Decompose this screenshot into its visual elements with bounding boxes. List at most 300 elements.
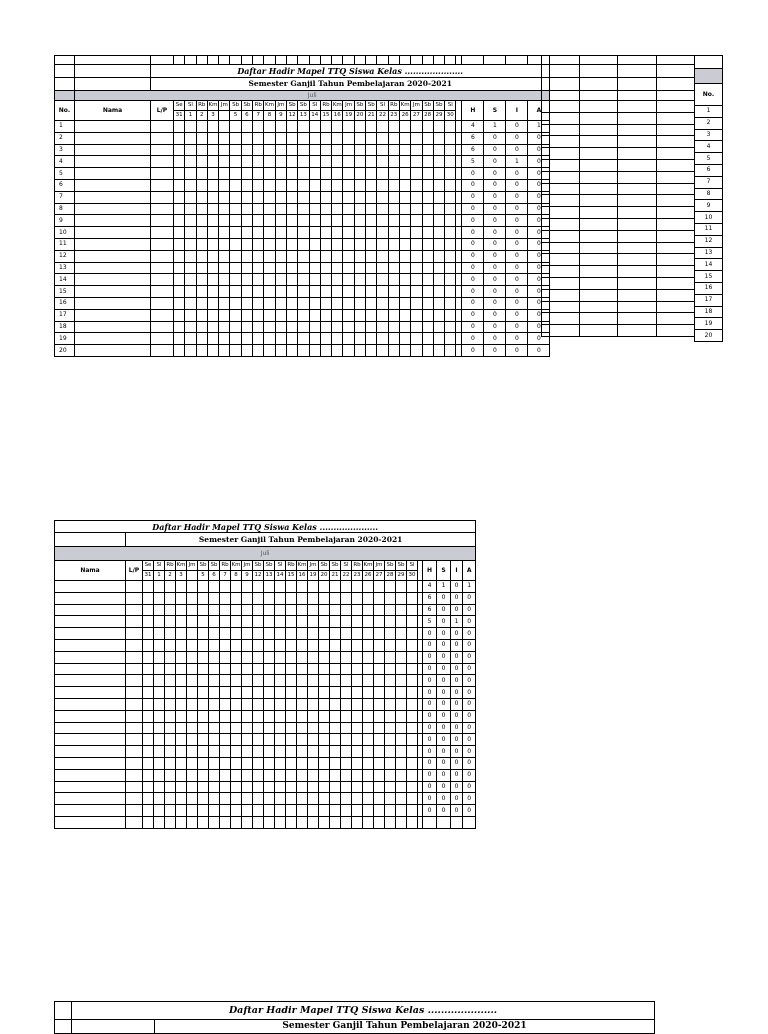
attendance-cell[interactable] bbox=[253, 238, 264, 250]
attendance-cell[interactable] bbox=[385, 805, 396, 817]
attendance-cell[interactable] bbox=[330, 651, 341, 663]
attendance-cell[interactable] bbox=[264, 581, 275, 593]
attendance-cell[interactable] bbox=[343, 274, 354, 286]
student-name-cell[interactable] bbox=[75, 132, 151, 144]
attendance-cell[interactable] bbox=[385, 734, 396, 746]
attendance-cell[interactable] bbox=[396, 722, 407, 734]
attendance-cell[interactable] bbox=[286, 581, 297, 593]
attendance-cell[interactable] bbox=[363, 592, 374, 604]
attendance-cell[interactable] bbox=[207, 238, 218, 250]
attendance-cell[interactable] bbox=[220, 687, 231, 699]
attendance-cell[interactable] bbox=[264, 262, 275, 274]
attendance-cell[interactable] bbox=[422, 333, 433, 345]
attendance-cell[interactable] bbox=[411, 262, 422, 274]
lp-cell[interactable] bbox=[151, 274, 174, 286]
attendance-cell[interactable] bbox=[396, 687, 407, 699]
attendance-cell[interactable] bbox=[275, 769, 286, 781]
attendance-cell[interactable] bbox=[242, 816, 253, 828]
attendance-cell[interactable] bbox=[341, 651, 352, 663]
attendance-cell[interactable] bbox=[174, 274, 185, 286]
attendance-cell[interactable] bbox=[407, 698, 418, 710]
student-name-cell[interactable] bbox=[55, 816, 126, 828]
attendance-cell[interactable] bbox=[286, 793, 297, 805]
attendance-cell[interactable] bbox=[388, 297, 399, 309]
attendance-cell[interactable] bbox=[154, 793, 165, 805]
attendance-cell[interactable] bbox=[220, 628, 231, 640]
attendance-cell[interactable] bbox=[422, 215, 433, 227]
attendance-cell[interactable] bbox=[154, 687, 165, 699]
attendance-cell[interactable] bbox=[165, 581, 176, 593]
attendance-cell[interactable] bbox=[343, 345, 354, 357]
attendance-cell[interactable] bbox=[143, 616, 154, 628]
attendance-cell[interactable] bbox=[275, 168, 286, 180]
attendance-cell[interactable] bbox=[253, 746, 264, 758]
attendance-cell[interactable] bbox=[242, 805, 253, 817]
attendance-cell[interactable] bbox=[352, 769, 363, 781]
attendance-cell[interactable] bbox=[309, 309, 320, 321]
attendance-cell[interactable] bbox=[253, 675, 264, 687]
attendance-cell[interactable] bbox=[308, 793, 319, 805]
attendance-cell[interactable] bbox=[396, 663, 407, 675]
attendance-cell[interactable] bbox=[264, 651, 275, 663]
attendance-cell[interactable] bbox=[308, 581, 319, 593]
attendance-cell[interactable] bbox=[309, 168, 320, 180]
attendance-cell[interactable] bbox=[275, 722, 286, 734]
attendance-cell[interactable] bbox=[253, 639, 264, 651]
attendance-cell[interactable] bbox=[165, 757, 176, 769]
attendance-cell[interactable] bbox=[343, 203, 354, 215]
attendance-cell[interactable] bbox=[176, 639, 187, 651]
attendance-cell[interactable] bbox=[143, 722, 154, 734]
attendance-cell[interactable] bbox=[422, 309, 433, 321]
lp-cell[interactable] bbox=[151, 215, 174, 227]
attendance-cell[interactable] bbox=[433, 121, 444, 133]
attendance-cell[interactable] bbox=[396, 710, 407, 722]
attendance-cell[interactable] bbox=[185, 121, 196, 133]
attendance-cell[interactable] bbox=[154, 581, 165, 593]
student-name-cell[interactable] bbox=[55, 687, 126, 699]
attendance-cell[interactable] bbox=[332, 321, 343, 333]
attendance-cell[interactable] bbox=[253, 250, 264, 262]
attendance-cell[interactable] bbox=[143, 628, 154, 640]
attendance-cell[interactable] bbox=[399, 238, 410, 250]
student-name-cell[interactable] bbox=[75, 144, 151, 156]
lp-cell[interactable] bbox=[151, 250, 174, 262]
attendance-cell[interactable] bbox=[207, 168, 218, 180]
attendance-cell[interactable] bbox=[411, 345, 422, 357]
attendance-cell[interactable] bbox=[230, 238, 241, 250]
attendance-cell[interactable] bbox=[185, 179, 196, 191]
attendance-cell[interactable] bbox=[209, 769, 220, 781]
attendance-cell[interactable] bbox=[230, 144, 241, 156]
attendance-cell[interactable] bbox=[352, 710, 363, 722]
attendance-cell[interactable] bbox=[399, 286, 410, 298]
attendance-cell[interactable] bbox=[399, 227, 410, 239]
attendance-cell[interactable] bbox=[174, 203, 185, 215]
attendance-cell[interactable] bbox=[374, 698, 385, 710]
attendance-cell[interactable] bbox=[154, 769, 165, 781]
student-name-cell[interactable] bbox=[55, 698, 126, 710]
attendance-cell[interactable] bbox=[253, 144, 264, 156]
attendance-cell[interactable] bbox=[411, 297, 422, 309]
attendance-cell[interactable] bbox=[377, 132, 388, 144]
attendance-cell[interactable] bbox=[207, 286, 218, 298]
attendance-cell[interactable] bbox=[298, 203, 309, 215]
attendance-cell[interactable] bbox=[242, 722, 253, 734]
attendance-cell[interactable] bbox=[219, 321, 230, 333]
attendance-cell[interactable] bbox=[385, 687, 396, 699]
attendance-cell[interactable] bbox=[187, 769, 198, 781]
attendance-cell[interactable] bbox=[363, 793, 374, 805]
attendance-cell[interactable] bbox=[433, 227, 444, 239]
attendance-cell[interactable] bbox=[354, 250, 365, 262]
attendance-cell[interactable] bbox=[377, 191, 388, 203]
attendance-cell[interactable] bbox=[330, 616, 341, 628]
attendance-cell[interactable] bbox=[377, 274, 388, 286]
attendance-cell[interactable] bbox=[332, 121, 343, 133]
attendance-cell[interactable] bbox=[352, 781, 363, 793]
attendance-cell[interactable] bbox=[275, 321, 286, 333]
attendance-cell[interactable] bbox=[209, 663, 220, 675]
attendance-cell[interactable] bbox=[264, 710, 275, 722]
attendance-cell[interactable] bbox=[411, 238, 422, 250]
attendance-cell[interactable] bbox=[377, 345, 388, 357]
attendance-cell[interactable] bbox=[352, 687, 363, 699]
attendance-cell[interactable] bbox=[207, 215, 218, 227]
attendance-cell[interactable] bbox=[422, 144, 433, 156]
attendance-cell[interactable] bbox=[220, 639, 231, 651]
attendance-cell[interactable] bbox=[298, 132, 309, 144]
attendance-cell[interactable] bbox=[165, 746, 176, 758]
attendance-cell[interactable] bbox=[143, 805, 154, 817]
attendance-cell[interactable] bbox=[374, 581, 385, 593]
attendance-cell[interactable] bbox=[220, 604, 231, 616]
attendance-cell[interactable] bbox=[388, 203, 399, 215]
attendance-cell[interactable] bbox=[352, 698, 363, 710]
lp-cell[interactable] bbox=[151, 227, 174, 239]
attendance-cell[interactable] bbox=[385, 592, 396, 604]
attendance-cell[interactable] bbox=[366, 191, 377, 203]
attendance-cell[interactable] bbox=[332, 274, 343, 286]
lp-cell[interactable] bbox=[151, 179, 174, 191]
attendance-cell[interactable] bbox=[366, 168, 377, 180]
attendance-cell[interactable] bbox=[196, 238, 207, 250]
attendance-cell[interactable] bbox=[319, 710, 330, 722]
attendance-cell[interactable] bbox=[143, 604, 154, 616]
attendance-cell[interactable] bbox=[275, 628, 286, 640]
attendance-cell[interactable] bbox=[176, 604, 187, 616]
attendance-cell[interactable] bbox=[230, 309, 241, 321]
attendance-cell[interactable] bbox=[374, 781, 385, 793]
attendance-cell[interactable] bbox=[275, 179, 286, 191]
student-name-cell[interactable] bbox=[55, 675, 126, 687]
attendance-cell[interactable] bbox=[220, 816, 231, 828]
attendance-cell[interactable] bbox=[319, 769, 330, 781]
student-name-cell[interactable] bbox=[75, 321, 151, 333]
attendance-cell[interactable] bbox=[396, 604, 407, 616]
attendance-cell[interactable] bbox=[399, 144, 410, 156]
attendance-cell[interactable] bbox=[374, 722, 385, 734]
attendance-cell[interactable] bbox=[242, 769, 253, 781]
lp-cell[interactable] bbox=[126, 698, 143, 710]
attendance-cell[interactable] bbox=[198, 581, 209, 593]
attendance-cell[interactable] bbox=[363, 581, 374, 593]
attendance-cell[interactable] bbox=[219, 215, 230, 227]
attendance-cell[interactable] bbox=[354, 203, 365, 215]
attendance-cell[interactable] bbox=[343, 156, 354, 168]
attendance-cell[interactable] bbox=[242, 592, 253, 604]
attendance-cell[interactable] bbox=[154, 816, 165, 828]
attendance-cell[interactable] bbox=[187, 781, 198, 793]
attendance-cell[interactable] bbox=[187, 746, 198, 758]
attendance-cell[interactable] bbox=[298, 333, 309, 345]
attendance-cell[interactable] bbox=[377, 156, 388, 168]
attendance-cell[interactable] bbox=[176, 757, 187, 769]
attendance-cell[interactable] bbox=[330, 675, 341, 687]
attendance-cell[interactable] bbox=[385, 604, 396, 616]
attendance-cell[interactable] bbox=[198, 793, 209, 805]
attendance-cell[interactable] bbox=[275, 144, 286, 156]
attendance-cell[interactable] bbox=[341, 805, 352, 817]
attendance-cell[interactable] bbox=[207, 262, 218, 274]
attendance-cell[interactable] bbox=[187, 604, 198, 616]
attendance-cell[interactable] bbox=[286, 651, 297, 663]
attendance-cell[interactable] bbox=[396, 698, 407, 710]
attendance-cell[interactable] bbox=[308, 710, 319, 722]
attendance-cell[interactable] bbox=[253, 592, 264, 604]
attendance-cell[interactable] bbox=[231, 663, 242, 675]
attendance-cell[interactable] bbox=[341, 604, 352, 616]
attendance-cell[interactable] bbox=[207, 309, 218, 321]
attendance-cell[interactable] bbox=[286, 816, 297, 828]
attendance-cell[interactable] bbox=[366, 227, 377, 239]
attendance-cell[interactable] bbox=[165, 651, 176, 663]
attendance-cell[interactable] bbox=[341, 734, 352, 746]
attendance-cell[interactable] bbox=[341, 769, 352, 781]
attendance-cell[interactable] bbox=[253, 769, 264, 781]
attendance-cell[interactable] bbox=[330, 793, 341, 805]
attendance-cell[interactable] bbox=[286, 156, 297, 168]
attendance-cell[interactable] bbox=[298, 321, 309, 333]
attendance-cell[interactable] bbox=[275, 345, 286, 357]
attendance-cell[interactable] bbox=[176, 687, 187, 699]
attendance-cell[interactable] bbox=[253, 757, 264, 769]
attendance-cell[interactable] bbox=[433, 238, 444, 250]
attendance-cell[interactable] bbox=[396, 675, 407, 687]
student-name-cell[interactable] bbox=[75, 203, 151, 215]
attendance-cell[interactable] bbox=[241, 144, 252, 156]
student-name-cell[interactable] bbox=[55, 793, 126, 805]
attendance-cell[interactable] bbox=[286, 191, 297, 203]
attendance-cell[interactable] bbox=[319, 639, 330, 651]
attendance-cell[interactable] bbox=[297, 592, 308, 604]
attendance-cell[interactable] bbox=[253, 651, 264, 663]
attendance-cell[interactable] bbox=[407, 793, 418, 805]
attendance-cell[interactable] bbox=[286, 675, 297, 687]
attendance-cell[interactable] bbox=[275, 250, 286, 262]
attendance-cell[interactable] bbox=[242, 698, 253, 710]
attendance-cell[interactable] bbox=[422, 274, 433, 286]
attendance-cell[interactable] bbox=[242, 663, 253, 675]
attendance-cell[interactable] bbox=[352, 722, 363, 734]
attendance-cell[interactable] bbox=[275, 746, 286, 758]
attendance-cell[interactable] bbox=[176, 616, 187, 628]
attendance-cell[interactable] bbox=[332, 179, 343, 191]
attendance-cell[interactable] bbox=[374, 663, 385, 675]
attendance-cell[interactable] bbox=[241, 191, 252, 203]
attendance-cell[interactable] bbox=[330, 687, 341, 699]
student-name-cell[interactable] bbox=[75, 274, 151, 286]
attendance-cell[interactable] bbox=[187, 734, 198, 746]
attendance-cell[interactable] bbox=[264, 769, 275, 781]
student-name-cell[interactable] bbox=[75, 345, 151, 357]
attendance-cell[interactable] bbox=[264, 297, 275, 309]
student-name-cell[interactable] bbox=[55, 628, 126, 640]
lp-cell[interactable] bbox=[126, 816, 143, 828]
attendance-cell[interactable] bbox=[422, 250, 433, 262]
attendance-cell[interactable] bbox=[209, 592, 220, 604]
attendance-cell[interactable] bbox=[297, 793, 308, 805]
attendance-cell[interactable] bbox=[352, 675, 363, 687]
attendance-cell[interactable] bbox=[219, 179, 230, 191]
attendance-cell[interactable] bbox=[407, 710, 418, 722]
attendance-cell[interactable] bbox=[231, 604, 242, 616]
attendance-cell[interactable] bbox=[165, 639, 176, 651]
attendance-cell[interactable] bbox=[275, 781, 286, 793]
attendance-cell[interactable] bbox=[308, 769, 319, 781]
attendance-cell[interactable] bbox=[388, 262, 399, 274]
attendance-cell[interactable] bbox=[286, 628, 297, 640]
attendance-cell[interactable] bbox=[176, 781, 187, 793]
attendance-cell[interactable] bbox=[174, 309, 185, 321]
attendance-cell[interactable] bbox=[341, 687, 352, 699]
attendance-cell[interactable] bbox=[241, 156, 252, 168]
attendance-cell[interactable] bbox=[445, 297, 456, 309]
attendance-cell[interactable] bbox=[388, 144, 399, 156]
attendance-cell[interactable] bbox=[185, 274, 196, 286]
attendance-cell[interactable] bbox=[264, 215, 275, 227]
attendance-cell[interactable] bbox=[165, 604, 176, 616]
attendance-cell[interactable] bbox=[319, 757, 330, 769]
attendance-cell[interactable] bbox=[275, 274, 286, 286]
attendance-cell[interactable] bbox=[445, 286, 456, 298]
attendance-cell[interactable] bbox=[209, 722, 220, 734]
attendance-cell[interactable] bbox=[143, 769, 154, 781]
attendance-cell[interactable] bbox=[242, 734, 253, 746]
attendance-cell[interactable] bbox=[207, 250, 218, 262]
attendance-cell[interactable] bbox=[207, 179, 218, 191]
attendance-cell[interactable] bbox=[343, 286, 354, 298]
attendance-cell[interactable] bbox=[185, 250, 196, 262]
attendance-cell[interactable] bbox=[154, 639, 165, 651]
attendance-cell[interactable] bbox=[241, 274, 252, 286]
attendance-cell[interactable] bbox=[174, 297, 185, 309]
attendance-cell[interactable] bbox=[143, 651, 154, 663]
attendance-cell[interactable] bbox=[196, 156, 207, 168]
attendance-cell[interactable] bbox=[154, 746, 165, 758]
student-name-cell[interactable] bbox=[75, 121, 151, 133]
attendance-cell[interactable] bbox=[231, 616, 242, 628]
attendance-cell[interactable] bbox=[411, 215, 422, 227]
attendance-cell[interactable] bbox=[219, 250, 230, 262]
attendance-cell[interactable] bbox=[220, 805, 231, 817]
attendance-cell[interactable] bbox=[399, 156, 410, 168]
attendance-cell[interactable] bbox=[407, 781, 418, 793]
attendance-cell[interactable] bbox=[411, 203, 422, 215]
attendance-cell[interactable] bbox=[286, 333, 297, 345]
attendance-cell[interactable] bbox=[343, 321, 354, 333]
attendance-cell[interactable] bbox=[187, 816, 198, 828]
attendance-cell[interactable] bbox=[165, 592, 176, 604]
attendance-cell[interactable] bbox=[253, 663, 264, 675]
lp-cell[interactable] bbox=[151, 333, 174, 345]
attendance-cell[interactable] bbox=[241, 203, 252, 215]
attendance-cell[interactable] bbox=[297, 769, 308, 781]
attendance-cell[interactable] bbox=[209, 816, 220, 828]
attendance-cell[interactable] bbox=[433, 309, 444, 321]
attendance-cell[interactable] bbox=[241, 132, 252, 144]
attendance-cell[interactable] bbox=[298, 168, 309, 180]
attendance-cell[interactable] bbox=[253, 286, 264, 298]
attendance-cell[interactable] bbox=[320, 297, 331, 309]
attendance-cell[interactable] bbox=[165, 698, 176, 710]
attendance-cell[interactable] bbox=[297, 651, 308, 663]
attendance-cell[interactable] bbox=[174, 286, 185, 298]
attendance-cell[interactable] bbox=[230, 345, 241, 357]
attendance-cell[interactable] bbox=[366, 238, 377, 250]
attendance-cell[interactable] bbox=[187, 722, 198, 734]
attendance-cell[interactable] bbox=[242, 581, 253, 593]
attendance-cell[interactable] bbox=[286, 345, 297, 357]
attendance-cell[interactable] bbox=[320, 179, 331, 191]
attendance-cell[interactable] bbox=[343, 333, 354, 345]
attendance-cell[interactable] bbox=[220, 675, 231, 687]
attendance-cell[interactable] bbox=[187, 639, 198, 651]
attendance-cell[interactable] bbox=[230, 132, 241, 144]
attendance-cell[interactable] bbox=[352, 616, 363, 628]
attendance-cell[interactable] bbox=[198, 651, 209, 663]
attendance-cell[interactable] bbox=[176, 769, 187, 781]
attendance-cell[interactable] bbox=[174, 250, 185, 262]
attendance-cell[interactable] bbox=[308, 651, 319, 663]
attendance-cell[interactable] bbox=[445, 203, 456, 215]
attendance-cell[interactable] bbox=[320, 156, 331, 168]
attendance-cell[interactable] bbox=[187, 651, 198, 663]
attendance-cell[interactable] bbox=[220, 734, 231, 746]
attendance-cell[interactable] bbox=[377, 121, 388, 133]
attendance-cell[interactable] bbox=[298, 179, 309, 191]
attendance-cell[interactable] bbox=[374, 710, 385, 722]
attendance-cell[interactable] bbox=[174, 345, 185, 357]
attendance-cell[interactable] bbox=[242, 675, 253, 687]
attendance-cell[interactable] bbox=[264, 309, 275, 321]
attendance-cell[interactable] bbox=[332, 262, 343, 274]
student-name-cell[interactable] bbox=[75, 333, 151, 345]
attendance-cell[interactable] bbox=[319, 581, 330, 593]
lp-cell[interactable] bbox=[126, 793, 143, 805]
attendance-cell[interactable] bbox=[230, 321, 241, 333]
attendance-cell[interactable] bbox=[445, 345, 456, 357]
attendance-cell[interactable] bbox=[354, 168, 365, 180]
attendance-cell[interactable] bbox=[399, 168, 410, 180]
attendance-cell[interactable] bbox=[352, 805, 363, 817]
attendance-cell[interactable] bbox=[143, 816, 154, 828]
attendance-cell[interactable] bbox=[275, 687, 286, 699]
attendance-cell[interactable] bbox=[242, 781, 253, 793]
attendance-cell[interactable] bbox=[343, 227, 354, 239]
attendance-cell[interactable] bbox=[366, 333, 377, 345]
attendance-cell[interactable] bbox=[433, 250, 444, 262]
